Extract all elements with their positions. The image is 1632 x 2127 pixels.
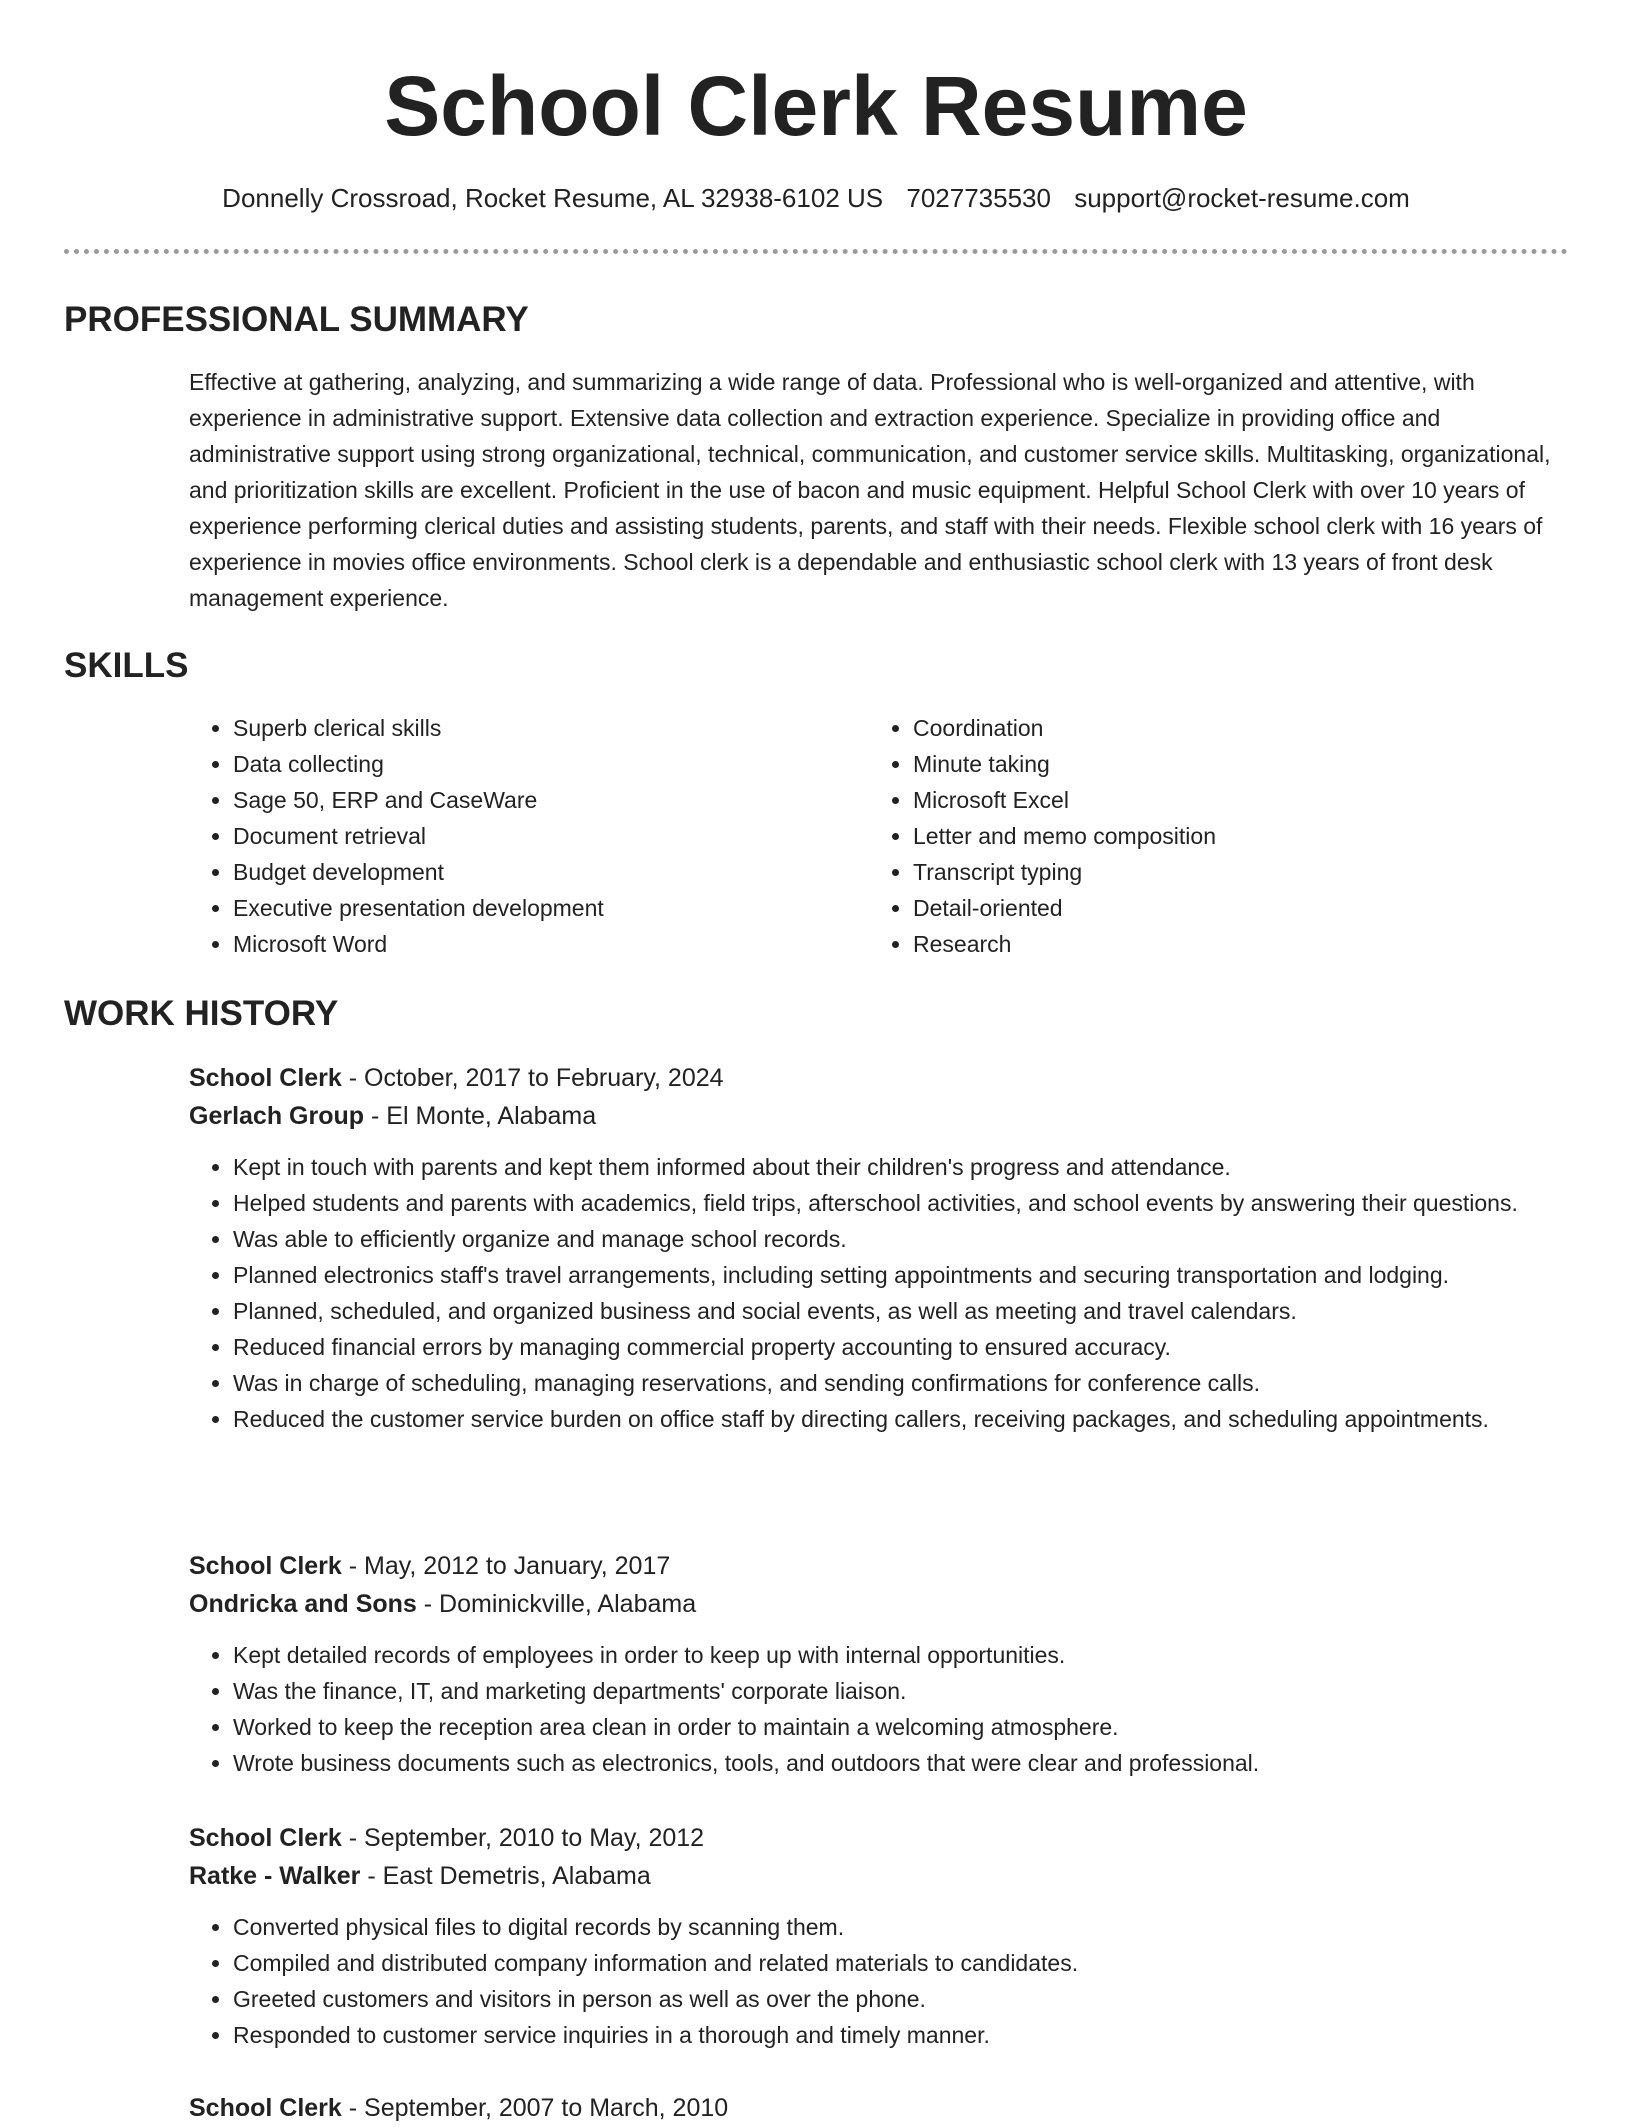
- job-title: School Clerk: [189, 2094, 342, 2122]
- job-entry: [189, 1547, 1569, 1781]
- job-company-line: [189, 1097, 1569, 1135]
- duty-item: • Greeted customers and visitors in person as well as over the phone.: [233, 1981, 1569, 2017]
- job-dates: - October, 2017 to February, 2024: [341, 1064, 724, 1092]
- job-location: - Dominickville, Alabama: [416, 1590, 697, 1618]
- skills-heading: SKILLS: [64, 646, 189, 685]
- job-company: Ondricka and Sons: [189, 1590, 417, 1618]
- job-company-line: [189, 1857, 1569, 1895]
- contact-phone: 7027735530: [906, 183, 1051, 213]
- skill-item: • Minute taking: [913, 746, 1549, 782]
- job-duties: [189, 1149, 1569, 1437]
- job-location: - East Demetris, Alabama: [360, 1862, 651, 1890]
- contact-line: [0, 180, 1632, 216]
- skill-item: • Microsoft Word: [233, 926, 869, 962]
- duty-item: • Helped students and parents with academics, field trips, afterschool activities, and school events by answering their questions.: [233, 1185, 1569, 1221]
- job-entry: [189, 1059, 1569, 1437]
- skills-column-right: [869, 710, 1549, 962]
- job-location: - El Monte, Alabama: [364, 1102, 597, 1130]
- skill-item: • Superb clerical skills: [233, 710, 869, 746]
- job-dates: - May, 2012 to January, 2017: [341, 1552, 671, 1580]
- skill-item: • Coordination: [913, 710, 1549, 746]
- duty-item: • Worked to keep the reception area clean in order to maintain a welcoming atmosphere.: [233, 1709, 1569, 1745]
- contact-address: Donnelly Crossroad, Rocket Resume, AL 32938-6102 US: [222, 183, 884, 213]
- duty-item: • Was able to efficiently organize and manage school records.: [233, 1221, 1569, 1257]
- skills-list: [189, 710, 1569, 962]
- job-title-line: [189, 2089, 1569, 2127]
- job-duties: [189, 1637, 1569, 1781]
- work-history-heading: WORK HISTORY: [64, 994, 339, 1033]
- skill-item: • Executive presentation development: [233, 890, 869, 926]
- duty-item: • Responded to customer service inquiries in a thorough and timely manner.: [233, 2017, 1569, 2053]
- job-title: School Clerk: [189, 1064, 342, 1092]
- job-dates: - September, 2007 to March, 2010: [341, 2094, 729, 2122]
- skill-item: • Transcript typing: [913, 854, 1549, 890]
- job-title: School Clerk: [189, 1824, 342, 1852]
- summary-text: Effective at gathering, analyzing, and summarizing a wide range of data. Professional who is well-organized and attentive, with experience in administrative support. Extensive data collection and extraction experience. Specialize in providing office and administrative support using strong organizational, technical, communication, and customer service skills. Multitasking, organizational, and prioritization skills are excellent. Proficient in the use of bacon and music equipment. Helpful School Clerk with over 10 years of experience performing clerical duties and assisting students, parents, and staff with their needs. Flexible school clerk with 16 years of experience in movies office environments. School clerk is a dependable and enthusiastic school clerk with 13 years of front desk management experience.: [189, 369, 1551, 611]
- duty-item: • Was the finance, IT, and marketing departments' corporate liaison.: [233, 1673, 1569, 1709]
- duty-item: • Planned, scheduled, and organized business and social events, as well as meeting and travel calendars.: [233, 1293, 1569, 1329]
- duty-item: • Planned electronics staff's travel arrangements, including setting appointments and securing transportation and lodging.: [233, 1257, 1569, 1293]
- header-divider: [64, 249, 1568, 254]
- skill-item: • Document retrieval: [233, 818, 869, 854]
- skill-item: • Data collecting: [233, 746, 869, 782]
- job-entry: [189, 2089, 1569, 2127]
- contact-email: support@rocket-resume.com: [1074, 183, 1410, 213]
- skill-item: • Detail-oriented: [913, 890, 1549, 926]
- job-company: Gerlach Group: [189, 1102, 365, 1130]
- skills-column-left: [189, 710, 869, 962]
- duty-item: • Was in charge of scheduling, managing reservations, and sending confirmations for conference calls.: [233, 1365, 1569, 1401]
- job-title-line: [189, 1547, 1569, 1585]
- summary-heading: PROFESSIONAL SUMMARY: [64, 300, 529, 339]
- skill-item: • Budget development: [233, 854, 869, 890]
- skill-item: • Letter and memo composition: [913, 818, 1549, 854]
- duty-item: • Wrote business documents such as electronics, tools, and outdoors that were clear and professional.: [233, 1745, 1569, 1781]
- skill-item: • Microsoft Excel: [913, 782, 1549, 818]
- skill-item: • Research: [913, 926, 1549, 962]
- job-duties: [189, 1909, 1569, 2053]
- duty-item: • Kept detailed records of employees in order to keep up with internal opportunities.: [233, 1637, 1569, 1673]
- duty-item: • Reduced financial errors by managing commercial property accounting to ensured accuracy.: [233, 1329, 1569, 1365]
- duty-item: • Kept in touch with parents and kept them informed about their children's progress and attendance.: [233, 1149, 1569, 1185]
- duty-item: • Converted physical files to digital records by scanning them.: [233, 1909, 1569, 1945]
- resume-title: School Clerk Resume: [384, 59, 1248, 153]
- skill-item: • Sage 50, ERP and CaseWare: [233, 782, 869, 818]
- job-title-line: [189, 1059, 1569, 1097]
- duty-item: • Reduced the customer service burden on office staff by directing callers, receiving packages, and scheduling appointments.: [233, 1401, 1569, 1437]
- job-entry: [189, 1819, 1569, 2053]
- job-company: Ratke - Walker: [189, 1862, 361, 1890]
- job-title-line: [189, 1819, 1569, 1857]
- job-title: School Clerk: [189, 1552, 342, 1580]
- duty-item: • Compiled and distributed company information and related materials to candidates.: [233, 1945, 1569, 1981]
- job-company-line: [189, 1585, 1569, 1623]
- job-dates: - September, 2010 to May, 2012: [341, 1824, 705, 1852]
